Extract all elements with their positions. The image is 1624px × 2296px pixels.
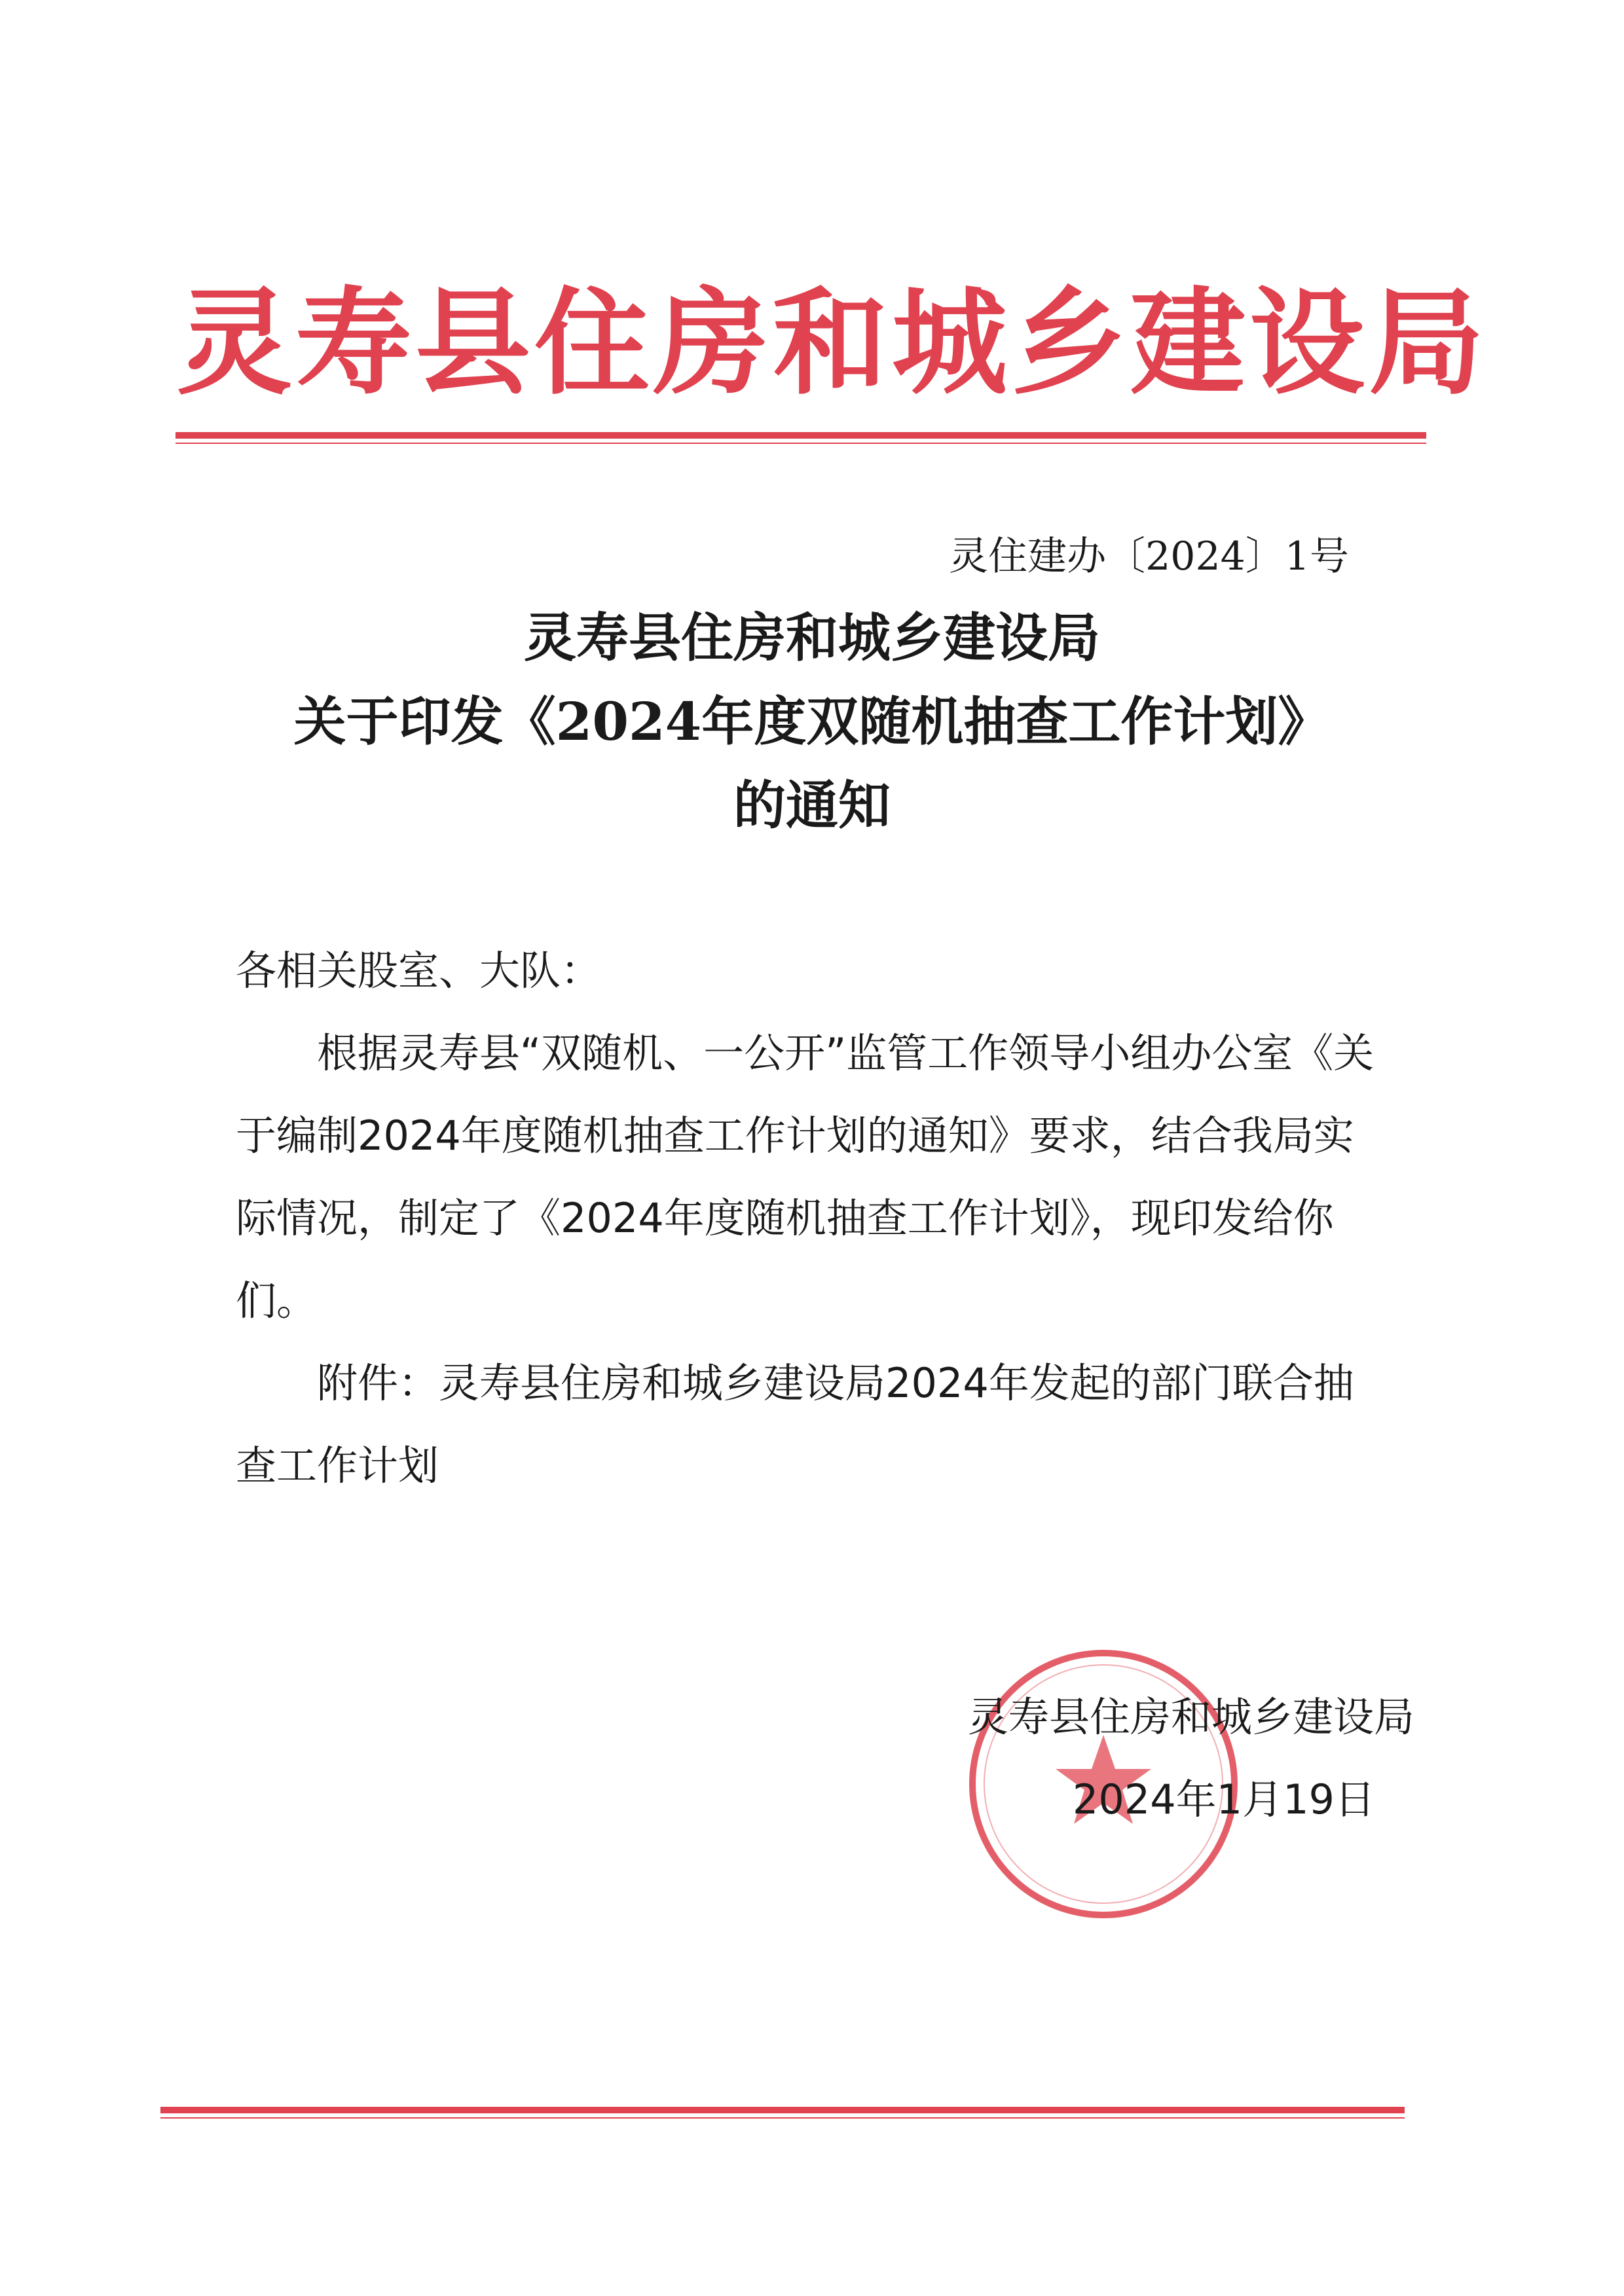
document-body <box>236 930 1388 1507</box>
signature-date: 2024年1月19日 <box>1072 1776 1375 1823</box>
header-divider-thin <box>175 443 1426 444</box>
document-title <box>196 596 1428 847</box>
body-paragraph: 根据灵寿县“双随机、一公开”监管工作领导小组办公室《关于编制2024年度随机抽查工作计划的通知》要求，结合我局实际情况，制定了《2024年度随机抽查工作计划》，现印发给你们。 <box>236 1029 1375 1324</box>
signature-block <box>825 1676 1414 1841</box>
title-line-2: 关于印发《2024年度双随机抽查工作计划》 <box>293 691 1331 752</box>
title-line-1: 灵寿县住房和城乡建设局 <box>524 607 1100 668</box>
red-header-title: 灵寿县住房和城乡建设局 <box>177 276 1488 410</box>
title-line-3: 的通知 <box>733 774 891 836</box>
footer-divider-thin <box>160 2117 1405 2119</box>
header-divider <box>175 432 1426 439</box>
footer-divider <box>160 2107 1405 2113</box>
signature-organization: 灵寿县住房和城乡建设局 <box>967 1693 1414 1741</box>
attachment-line: 附件：灵寿县住房和城乡建设局2024年发起的部门联合抽查工作计划 <box>236 1359 1354 1489</box>
document-number: 灵住建办〔2024〕1号 <box>949 534 1349 579</box>
salutation: 各相关股室、大队： <box>236 947 602 994</box>
